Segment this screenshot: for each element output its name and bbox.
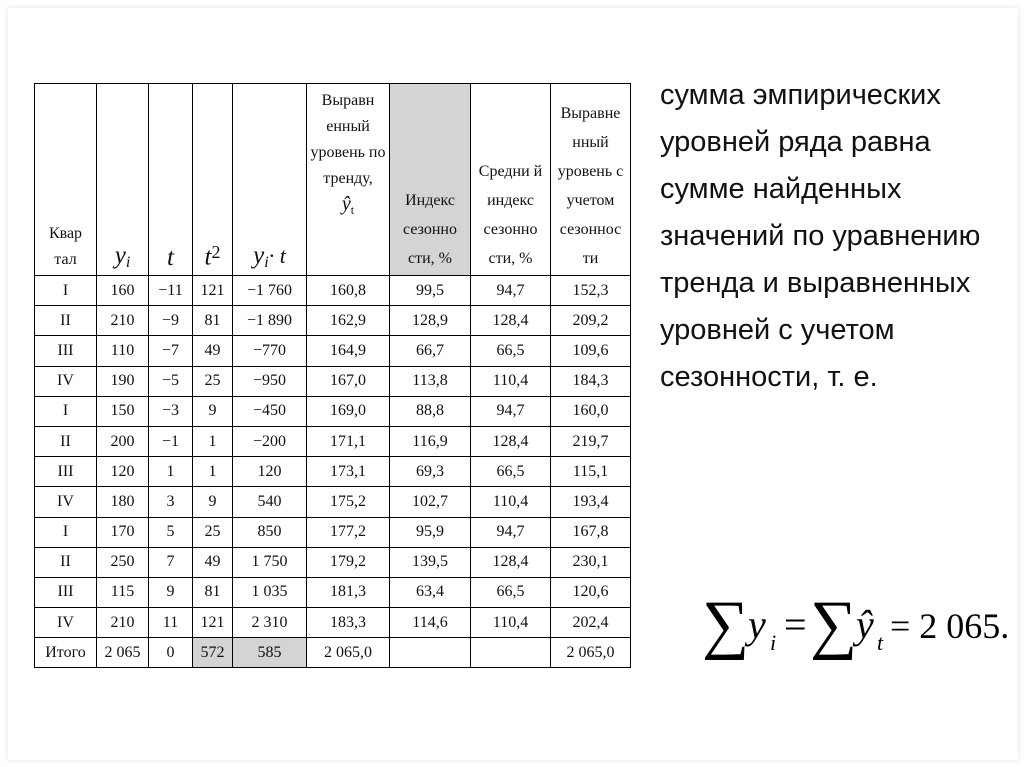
- header-yt-symbol: y: [253, 241, 265, 269]
- cell-index: 63,4: [390, 577, 471, 607]
- cell-index: 128,9: [390, 306, 471, 336]
- cell-index: 102,7: [390, 487, 471, 517]
- cell-yt: −1 760: [233, 276, 307, 306]
- cell-yt: 540: [233, 487, 307, 517]
- header-yt-dot: · t: [268, 242, 286, 268]
- table-row: [35, 306, 631, 336]
- cell-trend: 183,3: [307, 608, 390, 638]
- table-row: [35, 336, 631, 366]
- cell-trend: 169,0: [307, 396, 390, 426]
- sum-formula: [700, 578, 1010, 668]
- cell-t: −11: [149, 276, 193, 306]
- cell-index: 139,5: [390, 547, 471, 577]
- total-row: [35, 638, 631, 668]
- cell-avg-index: 128,4: [471, 426, 551, 456]
- total-trend: 2 065,0: [307, 638, 390, 668]
- cell-avg-index: 110,4: [471, 608, 551, 638]
- header-trend: [307, 84, 390, 276]
- cell-quarter: II: [35, 306, 97, 336]
- cell-avg-index: 110,4: [471, 487, 551, 517]
- cell-t: 1: [149, 457, 193, 487]
- cell-index: 114,6: [390, 608, 471, 638]
- cell-yt: −1 890: [233, 306, 307, 336]
- cell-y: 210: [97, 306, 149, 336]
- header-quarter: [35, 84, 97, 276]
- header-seasonal-label: Выравне нный уровень с учетом сезоннос ти: [557, 105, 624, 267]
- cell-quarter: I: [35, 517, 97, 547]
- cell-t2: 81: [193, 306, 233, 336]
- table-row: [35, 457, 631, 487]
- cell-t2: 1: [193, 426, 233, 456]
- cell-avg-index: 128,4: [471, 306, 551, 336]
- cell-avg-index: 94,7: [471, 276, 551, 306]
- cell-t: −1: [149, 426, 193, 456]
- header-y-symbol: y: [114, 241, 126, 269]
- formula-sum-2: ∑: [810, 588, 858, 661]
- header-index: [390, 84, 471, 276]
- table-row: [35, 426, 631, 456]
- cell-seasonal: 160,0: [551, 396, 631, 426]
- cell-avg-index: 128,4: [471, 547, 551, 577]
- cell-t: −5: [149, 366, 193, 396]
- table-row: [35, 396, 631, 426]
- cell-seasonal: 120,6: [551, 577, 631, 607]
- total-avg-index: [471, 638, 551, 668]
- header-t2: [193, 84, 233, 276]
- cell-quarter: III: [35, 577, 97, 607]
- cell-t2: 25: [193, 366, 233, 396]
- cell-quarter: III: [35, 336, 97, 366]
- header-yt-subscript: i: [264, 254, 269, 271]
- formula-equals-1: =: [784, 602, 807, 647]
- cell-quarter: I: [35, 276, 97, 306]
- cell-t: 7: [149, 547, 193, 577]
- table-row: [35, 276, 631, 306]
- cell-y: 120: [97, 457, 149, 487]
- cell-t: 9: [149, 577, 193, 607]
- total-quarter: Итого: [35, 638, 97, 668]
- cell-index: 95,9: [390, 517, 471, 547]
- seasonality-table: [34, 83, 631, 668]
- cell-t: 11: [149, 608, 193, 638]
- header-quarter-label: Квар тал: [48, 225, 83, 268]
- cell-t: −7: [149, 336, 193, 366]
- cell-avg-index: 110,4: [471, 366, 551, 396]
- cell-t2: 25: [193, 517, 233, 547]
- description-text: сумма эмпирических уровней ряда равна сумме найденных значений по уравнению тренда и выравненных уровней с учетом сезонности, т. е.: [660, 79, 981, 393]
- header-y: [97, 84, 149, 276]
- cell-y: 190: [97, 366, 149, 396]
- cell-quarter: IV: [35, 608, 97, 638]
- header-trend-subscript: t: [350, 203, 355, 218]
- cell-y: 160: [97, 276, 149, 306]
- cell-t2: 49: [193, 547, 233, 577]
- header-index-label: Индекс сезонно сти, %: [403, 192, 457, 267]
- cell-seasonal: 115,1: [551, 457, 631, 487]
- cell-yt: 1 750: [233, 547, 307, 577]
- cell-yt: −450: [233, 396, 307, 426]
- formula-result: = 2 065.: [890, 606, 1010, 646]
- cell-yt: −200: [233, 426, 307, 456]
- cell-y: 200: [97, 426, 149, 456]
- cell-y: 150: [97, 396, 149, 426]
- table-row: [35, 517, 631, 547]
- cell-trend: 167,0: [307, 366, 390, 396]
- table-row: [35, 608, 631, 638]
- cell-y: 110: [97, 336, 149, 366]
- cell-trend: 173,1: [307, 457, 390, 487]
- cell-seasonal: 152,3: [551, 276, 631, 306]
- formula-y: y: [748, 602, 766, 647]
- cell-yt: −950: [233, 366, 307, 396]
- cell-avg-index: 94,7: [471, 396, 551, 426]
- cell-index: 99,5: [390, 276, 471, 306]
- total-y: 2 065: [97, 638, 149, 668]
- cell-t2: 121: [193, 276, 233, 306]
- cell-y: 210: [97, 608, 149, 638]
- cell-trend: 177,2: [307, 517, 390, 547]
- formula-sub-t: t: [877, 630, 884, 655]
- cell-t: 5: [149, 517, 193, 547]
- header-t-symbol: t: [167, 243, 174, 271]
- header-trend-label: Выравн енный уровень по тренду,: [310, 92, 386, 187]
- cell-t2: 9: [193, 487, 233, 517]
- cell-trend: 160,8: [307, 276, 390, 306]
- header-avg-index-label: Средни й индекс сезонно сти, %: [478, 163, 543, 267]
- total-t2: 572: [193, 638, 233, 668]
- cell-seasonal: 193,4: [551, 487, 631, 517]
- cell-trend: 164,9: [307, 336, 390, 366]
- cell-index: 88,8: [390, 396, 471, 426]
- formula-yhat: ŷ: [856, 602, 874, 647]
- header-t2-superscript: 2: [211, 242, 221, 263]
- cell-index: 66,7: [390, 336, 471, 366]
- formula-sum-1: ∑: [702, 588, 750, 661]
- cell-y: 250: [97, 547, 149, 577]
- cell-quarter: IV: [35, 487, 97, 517]
- header-avg-index: [471, 84, 551, 276]
- cell-yt: 850: [233, 517, 307, 547]
- cell-seasonal: 209,2: [551, 306, 631, 336]
- cell-t: −9: [149, 306, 193, 336]
- cell-t: −3: [149, 396, 193, 426]
- cell-seasonal: 109,6: [551, 336, 631, 366]
- cell-trend: 179,2: [307, 547, 390, 577]
- cell-avg-index: 66,5: [471, 336, 551, 366]
- cell-y: 180: [97, 487, 149, 517]
- header-t2-symbol: t: [204, 243, 212, 271]
- cell-trend: 175,2: [307, 487, 390, 517]
- cell-trend: 171,1: [307, 426, 390, 456]
- total-yt: 585: [233, 638, 307, 668]
- cell-t2: 121: [193, 608, 233, 638]
- cell-seasonal: 184,3: [551, 366, 631, 396]
- cell-seasonal: 202,4: [551, 608, 631, 638]
- header-y-subscript: i: [125, 254, 131, 271]
- cell-quarter: II: [35, 547, 97, 577]
- cell-quarter: IV: [35, 366, 97, 396]
- cell-t: 3: [149, 487, 193, 517]
- total-t: 0: [149, 638, 193, 668]
- header-row: [35, 84, 631, 276]
- cell-yt: −770: [233, 336, 307, 366]
- total-seasonal: 2 065,0: [551, 638, 631, 668]
- header-yt: [233, 84, 307, 276]
- header-t: [149, 84, 193, 276]
- cell-avg-index: 66,5: [471, 457, 551, 487]
- table-row: [35, 577, 631, 607]
- cell-avg-index: 94,7: [471, 517, 551, 547]
- cell-index: 113,8: [390, 366, 471, 396]
- cell-t2: 9: [193, 396, 233, 426]
- cell-seasonal: 230,1: [551, 547, 631, 577]
- cell-yt: 1 035: [233, 577, 307, 607]
- cell-trend: 181,3: [307, 577, 390, 607]
- total-index: [390, 638, 471, 668]
- cell-trend: 162,9: [307, 306, 390, 336]
- cell-avg-index: 66,5: [471, 577, 551, 607]
- table-row: [35, 366, 631, 396]
- cell-quarter: I: [35, 396, 97, 426]
- cell-seasonal: 167,8: [551, 517, 631, 547]
- header-seasonal: [551, 84, 631, 276]
- table-row: [35, 487, 631, 517]
- formula-sub-i: i: [770, 630, 777, 655]
- cell-y: 170: [97, 517, 149, 547]
- cell-t2: 49: [193, 336, 233, 366]
- header-trend-symbol: ŷ: [341, 193, 351, 215]
- cell-index: 69,3: [390, 457, 471, 487]
- cell-yt: 120: [233, 457, 307, 487]
- cell-quarter: III: [35, 457, 97, 487]
- table-row: [35, 547, 631, 577]
- cell-index: 116,9: [390, 426, 471, 456]
- cell-y: 115: [97, 577, 149, 607]
- cell-yt: 2 310: [233, 608, 307, 638]
- cell-t2: 1: [193, 457, 233, 487]
- cell-t2: 81: [193, 577, 233, 607]
- cell-quarter: II: [35, 426, 97, 456]
- cell-seasonal: 219,7: [551, 426, 631, 456]
